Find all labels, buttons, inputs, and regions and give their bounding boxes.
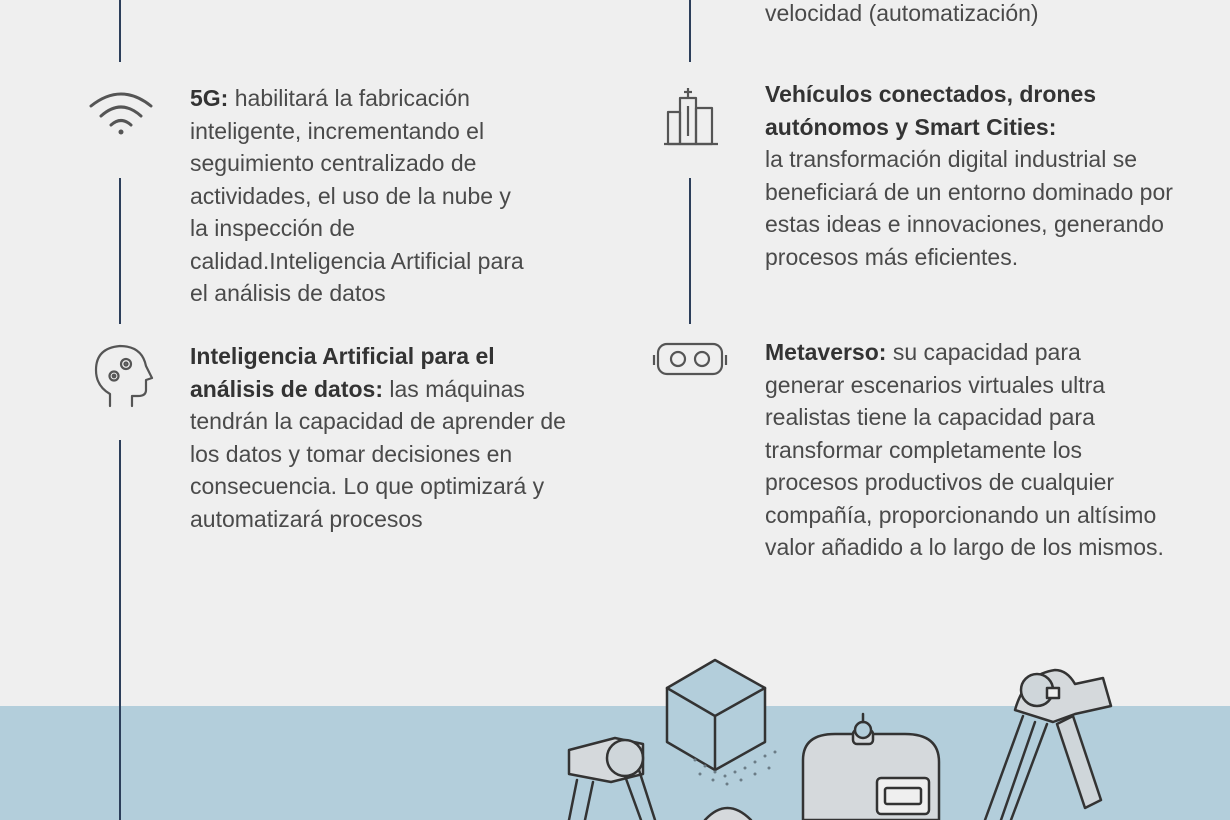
left-item-5g bbox=[190, 82, 535, 310]
right-item-metaverso bbox=[765, 336, 1165, 564]
left-item-ai-body: las máquinas tendrán la capacidad de aprender de los datos y tomar decisiones en consecuencia. Lo que optimizará y automatizará procesos bbox=[190, 375, 566, 532]
right-timeline-line-1 bbox=[689, 0, 691, 62]
left-timeline-line-1 bbox=[119, 0, 121, 62]
right-top-fragment: velocidad (automatización) bbox=[765, 0, 1039, 26]
wifi-icon bbox=[88, 88, 154, 143]
left-item-5g-title: 5G: bbox=[190, 85, 229, 111]
left-timeline-line-3 bbox=[119, 440, 121, 820]
right-timeline-line-2 bbox=[689, 178, 691, 324]
city-buildings-icon bbox=[662, 86, 720, 151]
robot-arms-illustration bbox=[555, 650, 1135, 820]
left-item-ai bbox=[190, 340, 580, 535]
brain-gears-icon bbox=[92, 342, 156, 415]
left-item-ai-title: Inteligencia Artificial para el análisis de datos: bbox=[190, 343, 495, 402]
vr-headset-icon bbox=[652, 341, 728, 382]
right-item-smart-cities-body: la transformación digital industrial se beneficiará de un entorno dominado por estas ideas e innovaciones, generando procesos más eficientes. bbox=[765, 146, 1173, 270]
right-item-metaverso-title: Metaverso: bbox=[765, 339, 887, 365]
right-item-smart-cities-title: Vehículos conectados, drones autónomos y Smart Cities: bbox=[765, 81, 1097, 140]
right-item-smart-cities bbox=[765, 78, 1175, 273]
left-timeline-line-2 bbox=[119, 178, 121, 324]
left-item-5g-body: habilitará la fabricación inteligente, incrementando el seguimiento centralizado de actividades, el uso de la nube y la inspección de calidad.Inteligencia Artificial para el análisis de datos bbox=[190, 85, 524, 306]
right-item-metaverso-body: su capacidad para generar escenarios virtuales ultra realistas tiene la capacidad para transformar completamente los procesos productivos de cualquier compañía, proporcionando un altísimo valor añadido a lo largo de los mismos. bbox=[765, 339, 1164, 560]
